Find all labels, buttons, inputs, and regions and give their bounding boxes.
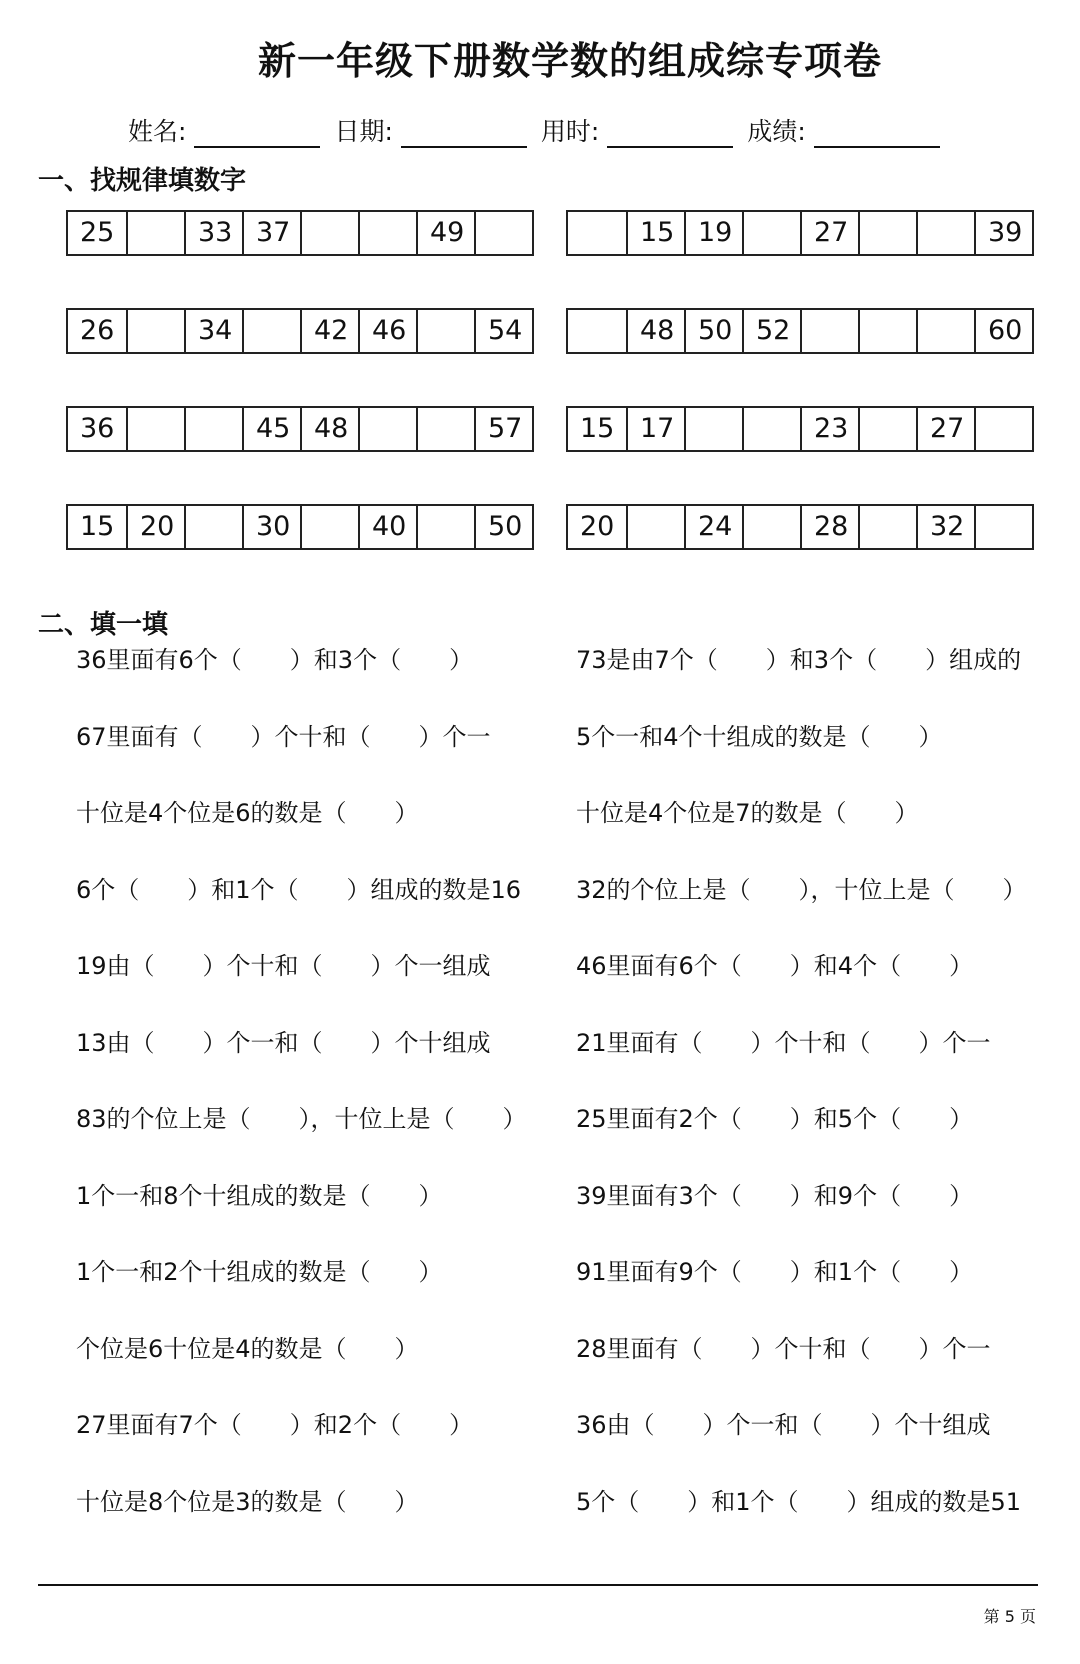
blank-cell[interactable] <box>858 506 916 548</box>
number-cell: 30 <box>242 506 300 548</box>
question-item[interactable]: 39里面有3个（ ）和9个（ ） <box>576 1181 974 1210</box>
blank-cell[interactable] <box>684 408 742 450</box>
blank-cell[interactable] <box>916 212 974 254</box>
score-label: 成绩: <box>747 117 806 146</box>
number-cell: 26 <box>80 315 115 346</box>
number-cell: 50 <box>684 310 742 352</box>
question-item[interactable]: 36由（ ）个一和（ ）个十组成 <box>576 1411 991 1439</box>
blank-cell[interactable] <box>416 310 474 352</box>
question-item[interactable]: 19由（ ）个十和（ ）个一组成 <box>76 952 491 980</box>
date-blank[interactable] <box>401 122 527 148</box>
pattern-grid <box>66 406 534 452</box>
number-cell: 39 <box>974 212 1032 254</box>
number-cell: 15 <box>626 212 684 254</box>
number-cell: 45 <box>242 408 300 450</box>
blank-cell[interactable] <box>858 212 916 254</box>
section2-title: 二、填一填 <box>38 610 169 640</box>
section1-title: 一、找规律填数字 <box>38 166 247 196</box>
question-item[interactable]: 67里面有（ ）个十和（ ）个一 <box>76 722 491 751</box>
number-cell: 17 <box>626 408 684 450</box>
question-item[interactable]: 十位是4个位是7的数是（ ） <box>576 799 919 827</box>
time-label: 用时: <box>540 117 600 146</box>
blank-cell[interactable] <box>416 408 474 450</box>
question-item[interactable]: 36里面有6个（ ）和3个（ ） <box>76 646 474 674</box>
number-cell: 27 <box>916 408 974 450</box>
page-number: 第 5 页 <box>983 1607 1036 1626</box>
blank-cell[interactable] <box>742 506 800 548</box>
blank-cell[interactable] <box>742 212 800 254</box>
question-item[interactable]: 1个一和2个十组成的数是（ ） <box>76 1258 443 1286</box>
date-label: 日期: <box>334 117 393 146</box>
name-field[interactable] <box>128 112 320 148</box>
number-cell: 57 <box>474 408 532 450</box>
question-item[interactable]: 32的个位上是（ ），十位上是（ ） <box>576 875 1027 904</box>
student-info <box>128 112 940 148</box>
blank-cell[interactable] <box>358 408 416 450</box>
question-item[interactable]: 83的个位上是（ ），十位上是（ ） <box>76 1105 527 1133</box>
blank-cell[interactable] <box>974 506 1032 548</box>
pattern-grid <box>566 210 1034 256</box>
number-cell: 54 <box>474 310 532 352</box>
blank-cell[interactable] <box>126 408 184 450</box>
blank-cell[interactable] <box>126 212 184 254</box>
number-cell: 15 <box>80 511 115 542</box>
score-field[interactable] <box>747 112 939 148</box>
question-item[interactable]: 27里面有7个（ ）和2个（ ） <box>76 1411 474 1439</box>
number-cell: 40 <box>358 506 416 548</box>
pattern-grid <box>66 308 534 354</box>
question-item[interactable]: 13由（ ）个一和（ ）个十组成 <box>76 1028 491 1057</box>
blank-cell[interactable] <box>184 506 242 548</box>
number-cell: 24 <box>684 506 742 548</box>
blank-cell[interactable] <box>858 408 916 450</box>
blank-cell[interactable] <box>858 310 916 352</box>
number-cell: 46 <box>358 310 416 352</box>
number-cell: 37 <box>242 212 300 254</box>
blank-cell[interactable] <box>568 212 626 254</box>
question-item[interactable]: 十位是4个位是6的数是（ ） <box>76 799 419 827</box>
score-blank[interactable] <box>814 122 940 148</box>
question-item[interactable]: 1个一和8个十组成的数是（ ） <box>76 1181 443 1210</box>
blank-cell[interactable] <box>626 506 684 548</box>
question-item[interactable]: 5个一和4个十组成的数是（ ） <box>576 722 943 751</box>
blank-cell[interactable] <box>742 408 800 450</box>
number-cell: 23 <box>800 408 858 450</box>
question-item[interactable]: 个位是6十位是4的数是（ ） <box>76 1334 419 1363</box>
number-cell: 27 <box>800 212 858 254</box>
date-field[interactable] <box>334 112 526 148</box>
question-item[interactable]: 28里面有（ ）个十和（ ）个一 <box>576 1334 991 1363</box>
time-blank[interactable] <box>607 122 733 148</box>
number-cell: 36 <box>80 413 115 444</box>
blank-cell[interactable] <box>974 408 1032 450</box>
number-cell: 32 <box>916 506 974 548</box>
number-cell: 48 <box>626 310 684 352</box>
name-label: 姓名: <box>128 117 187 146</box>
question-item[interactable]: 21里面有（ ）个十和（ ）个一 <box>576 1028 991 1057</box>
blank-cell[interactable] <box>184 408 242 450</box>
name-blank[interactable] <box>194 122 320 148</box>
number-cell: 25 <box>80 217 115 248</box>
number-cell: 15 <box>580 413 615 444</box>
number-cell: 20 <box>580 511 615 542</box>
number-cell: 50 <box>474 506 532 548</box>
question-item[interactable]: 73是由7个（ ）和3个（ ）组成的 <box>576 646 1022 674</box>
pattern-grid <box>566 406 1034 452</box>
question-item[interactable]: 91里面有9个（ ）和1个（ ） <box>576 1258 974 1286</box>
pattern-grid <box>66 504 534 550</box>
time-field[interactable] <box>541 112 733 148</box>
number-cell: 60 <box>974 310 1032 352</box>
blank-cell[interactable] <box>474 212 532 254</box>
pattern-grid <box>66 210 534 256</box>
question-item[interactable]: 25里面有2个（ ）和5个（ ） <box>576 1105 974 1133</box>
pattern-grid <box>566 504 1034 550</box>
blank-cell[interactable] <box>300 506 358 548</box>
blank-cell[interactable] <box>358 212 416 254</box>
number-cell: 49 <box>416 212 474 254</box>
blank-cell[interactable] <box>800 310 858 352</box>
question-item[interactable]: 6个（ ）和1个（ ）组成的数是16 <box>76 875 522 904</box>
pattern-grid <box>566 308 1034 354</box>
question-item[interactable]: 5个（ ）和1个（ ）组成的数是51 <box>576 1487 1022 1516</box>
number-cell: 19 <box>684 212 742 254</box>
blank-cell[interactable] <box>126 310 184 352</box>
blank-cell[interactable] <box>242 310 300 352</box>
number-cell: 28 <box>800 506 858 548</box>
number-cell: 34 <box>184 310 242 352</box>
number-cell: 33 <box>184 212 242 254</box>
blank-cell[interactable] <box>916 310 974 352</box>
question-item[interactable]: 十位是8个位是3的数是（ ） <box>76 1487 419 1516</box>
blank-cell[interactable] <box>568 310 626 352</box>
blank-cell[interactable] <box>416 506 474 548</box>
footer-divider <box>38 1584 1038 1586</box>
number-cell: 48 <box>300 408 358 450</box>
number-cell: 52 <box>742 310 800 352</box>
number-cell: 20 <box>126 506 184 548</box>
blank-cell[interactable] <box>300 212 358 254</box>
question-item[interactable]: 46里面有6个（ ）和4个（ ） <box>576 952 974 980</box>
page-title: 新一年级下册数学数的组成综专项卷 <box>257 39 882 83</box>
number-cell: 42 <box>300 310 358 352</box>
